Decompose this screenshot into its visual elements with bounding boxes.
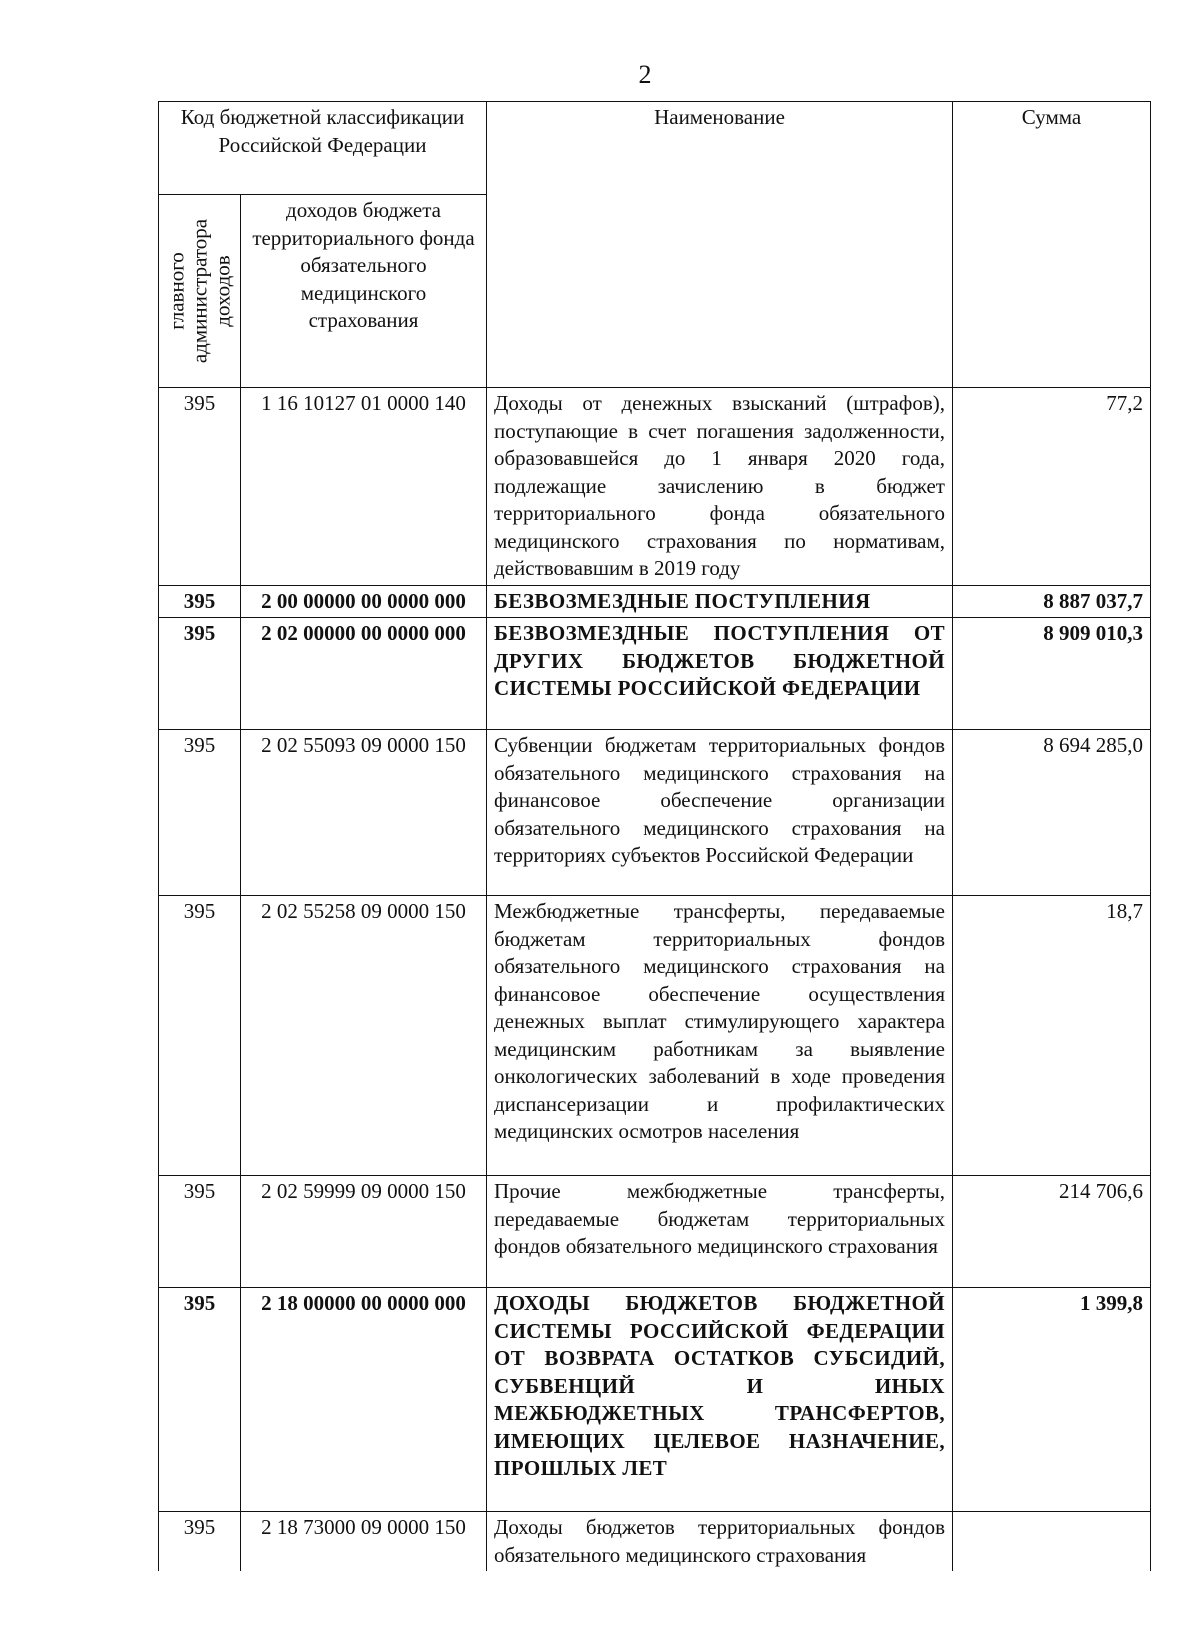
cell-income-code: 2 02 00000 00 0000 000 bbox=[241, 618, 487, 730]
cell-admin-code: 395 bbox=[159, 388, 241, 586]
cell-admin-code: 395 bbox=[159, 896, 241, 1176]
table-row bbox=[159, 618, 1151, 730]
cell-name: Межбюджетные трансферты, передаваемые бюджетам территориальных фондов обязательного медицинского страхования на финансовое обеспечение осуществления денежных выплат стимулирующего характера медицинским работникам за выявление онкологических заболеваний в ходе проведения диспансеризации и профилактических медицинских осмотров населения bbox=[487, 896, 953, 1176]
cell-sum: 8 694 285,0 bbox=[953, 730, 1151, 896]
table-header-row bbox=[159, 102, 1151, 195]
cell-name: Доходы от денежных взысканий (штрафов), поступающие в счет погашения задолженности, образовавшейся до 1 января 2020 года, подлежащие зачислению в бюджет территориального фонда обязательного медицинского страхования по нормативам, действовавшим в 2019 году bbox=[487, 388, 953, 586]
header-admin-cell bbox=[159, 195, 241, 388]
table-row bbox=[159, 1288, 1151, 1512]
cell-name: Доходы бюджетов территориальных фондов обязательного медицинского страхования bbox=[487, 1512, 953, 1572]
header-sum: Сумма bbox=[953, 102, 1151, 388]
cell-name: Прочие межбюджетные трансферты, передаваемые бюджетам территориальных фондов обязательного медицинского страхования bbox=[487, 1176, 953, 1288]
header-budget-code-group: Код бюджетной классификации Российской Федерации bbox=[159, 102, 487, 195]
table-row bbox=[159, 730, 1151, 896]
cell-admin-code: 395 bbox=[159, 585, 241, 618]
cell-admin-code: 395 bbox=[159, 1176, 241, 1288]
header-admin-label: главного администратора доходов bbox=[164, 218, 234, 364]
page-number: 2 bbox=[638, 60, 652, 89]
cell-income-code: 2 00 00000 00 0000 000 bbox=[241, 585, 487, 618]
cell-admin-code: 395 bbox=[159, 618, 241, 730]
budget-classification-table bbox=[158, 101, 1151, 1571]
table-row bbox=[159, 896, 1151, 1176]
cell-sum: 77,2 bbox=[953, 388, 1151, 586]
cell-admin-code: 395 bbox=[159, 1512, 241, 1572]
cell-admin-code: 395 bbox=[159, 730, 241, 896]
cell-income-code: 2 02 55258 09 0000 150 bbox=[241, 896, 487, 1176]
cell-sum: 18,7 bbox=[953, 896, 1151, 1176]
cell-sum: 8 909 010,3 bbox=[953, 618, 1151, 730]
table-row bbox=[159, 1512, 1151, 1572]
table-row bbox=[159, 388, 1151, 586]
cell-sum: 214 706,6 bbox=[953, 1176, 1151, 1288]
table-row bbox=[159, 585, 1151, 618]
cell-sum: 8 887 037,7 bbox=[953, 585, 1151, 618]
cell-sum: 1 399,8 bbox=[953, 1288, 1151, 1512]
cell-income-code: 2 18 73000 09 0000 150 bbox=[241, 1512, 487, 1572]
cell-income-code: 2 18 00000 00 0000 000 bbox=[241, 1288, 487, 1512]
cell-income-code: 2 02 55093 09 0000 150 bbox=[241, 730, 487, 896]
header-income-code: доходов бюджета территориального фонда обязательного медицинского страхования bbox=[241, 195, 487, 388]
cell-sum bbox=[953, 1512, 1151, 1572]
cell-income-code: 1 16 10127 01 0000 140 bbox=[241, 388, 487, 586]
cell-income-code: 2 02 59999 09 0000 150 bbox=[241, 1176, 487, 1288]
cell-name: БЕЗВОЗМЕЗДНЫЕ ПОСТУПЛЕНИЯ bbox=[487, 585, 953, 618]
cell-name: БЕЗВОЗМЕЗДНЫЕ ПОСТУПЛЕНИЯ ОТ ДРУГИХ БЮДЖЕТОВ БЮДЖЕТНОЙ СИСТЕМЫ РОССИЙСКОЙ ФЕДЕРАЦИИ bbox=[487, 618, 953, 730]
header-name: Наименование bbox=[487, 102, 953, 388]
cell-name: ДОХОДЫ БЮДЖЕТОВ БЮДЖЕТНОЙ СИСТЕМЫ РОССИЙСКОЙ ФЕДЕРАЦИИ ОТ ВОЗВРАТА ОСТАТКОВ СУБСИДИЙ, СУБВЕНЦИЙ И ИНЫХ МЕЖБЮДЖЕТНЫХ ТРАНСФЕРТОВ, ИМЕЮЩИХ ЦЕЛЕВОЕ НАЗНАЧЕНИЕ, ПРОШЛЫХ ЛЕТ bbox=[487, 1288, 953, 1512]
cell-name: Субвенции бюджетам территориальных фондов обязательного медицинского страхования на финансовое обеспечение организации обязательного медицинского страхования на территориях субъектов Российской Федерации bbox=[487, 730, 953, 896]
table-row bbox=[159, 1176, 1151, 1288]
cell-admin-code: 395 bbox=[159, 1288, 241, 1512]
